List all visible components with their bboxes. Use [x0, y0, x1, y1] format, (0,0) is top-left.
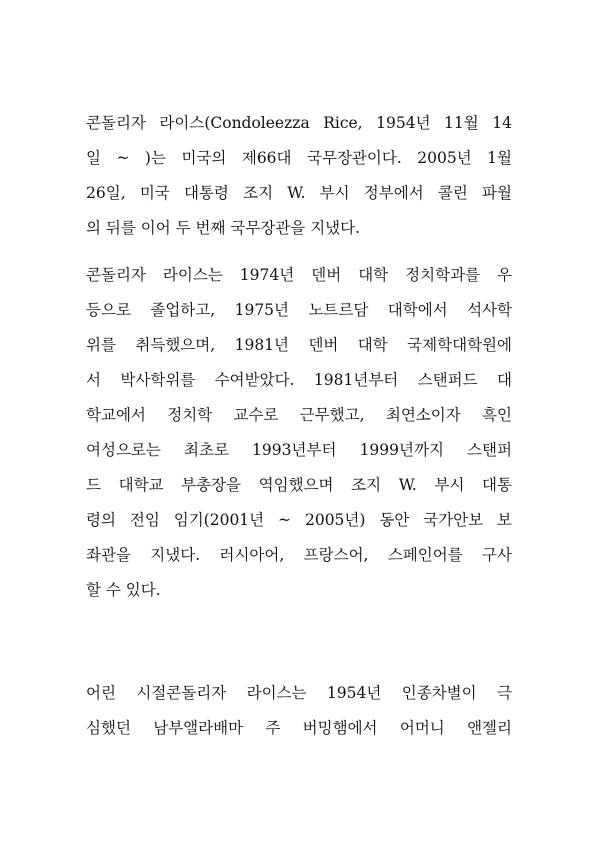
text-line: 의 뒤를 이어 두 번째 국무장관을 지냈다.: [86, 219, 361, 237]
text-line: 콘돌리자 라이스는 1974년 덴버 대학 정치학과를 우: [86, 266, 512, 284]
text-line: 학교에서 정치학 교수로 근무했고, 최연소이자 흑인: [86, 406, 512, 424]
text-line: 심했던 남부앨라배마 주 버밍햄에서 어머니 앤젤리: [86, 719, 512, 737]
paragraph-education: [86, 258, 512, 608]
text-line: 일 ~ )는 미국의 제66대 국무장관이다. 2005년 1월: [86, 149, 512, 167]
text-line: 서 박사학위를 수여받았다. 1981년부터 스탠퍼드 대: [86, 371, 512, 389]
text-line: 등으로 졸업하고, 1975년 노트르담 대학에서 석사학: [86, 301, 512, 319]
text-line: 26일, 미국 대통령 조지 W. 부시 정부에서 콜린 파월: [86, 184, 512, 202]
text-line: 콘돌리자 라이스(Condoleezza Rice, 1954년 11월 14: [86, 114, 512, 132]
text-line: 좌관을 지냈다. 러시아어, 프랑스어, 스페인어를 구사: [86, 546, 512, 564]
paragraph-childhood: [86, 676, 512, 746]
paragraph-intro: [86, 106, 512, 246]
text-line: 위를 취득했으며, 1981년 덴버 대학 국제학대학원에: [86, 336, 512, 354]
text-line: 령의 전임 임기(2001년 ~ 2005년) 동안 국가안보 보: [86, 511, 512, 529]
text-line: 할 수 있다.: [86, 581, 161, 599]
text-line: 어린 시절콘돌리자 라이스는 1954년 인종차별이 극: [86, 684, 512, 702]
text-line: 드 대학교 부총장을 역임했으며 조지 W. 부시 대통: [86, 476, 512, 494]
text-line: 여성으로는 최초로 1993년부터 1999년까지 스탠퍼: [86, 441, 512, 459]
